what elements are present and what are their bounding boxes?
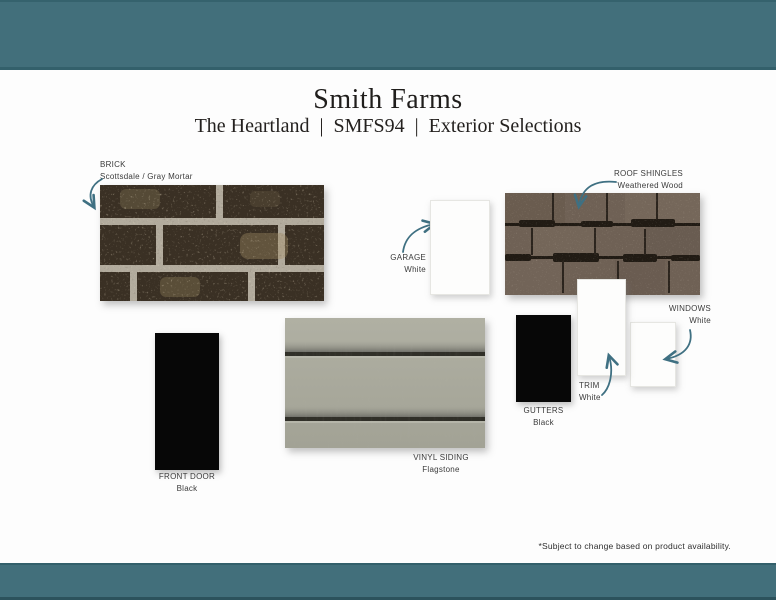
vinyl-siding-label-name: VINYL SIDING	[413, 453, 469, 462]
garage-swatch	[430, 200, 490, 295]
front-door-label-value: Black	[176, 483, 198, 493]
garage-label-name: GARAGE	[390, 253, 426, 262]
front-door-label-name: FRONT DOOR	[158, 472, 216, 481]
gutters-label-value: Black	[533, 417, 554, 427]
roof-shingles-label-value: Weathered Wood	[617, 180, 683, 190]
windows-label	[669, 303, 711, 326]
roof-shingles-label	[614, 168, 683, 191]
page-title: Smith Farms	[313, 84, 463, 115]
vinyl-siding-swatch	[285, 318, 485, 448]
brick-swatch	[100, 185, 324, 301]
front-door-swatch	[155, 333, 219, 470]
bottom-banner	[0, 563, 776, 600]
vinyl-siding-label	[391, 452, 491, 475]
gutters-label	[503, 405, 584, 428]
trim-arrow-icon	[593, 350, 621, 398]
top-banner	[0, 0, 776, 70]
brick-label	[100, 159, 193, 182]
availability-footnote: *Subject to change based on product availability.	[538, 541, 731, 551]
gutters-swatch	[516, 315, 571, 402]
roof-shingles-arrow-icon	[558, 178, 622, 218]
front-door-label	[137, 471, 237, 494]
roof-shingles-label-name: ROOF SHINGLES	[613, 169, 683, 178]
gutters-label-name: GUTTERS	[523, 406, 564, 415]
garage-label-value: White	[404, 264, 426, 274]
windows-label-name: WINDOWS	[668, 304, 711, 313]
page-subtitle: The Heartland | SMFS94 | Exterior Selections	[194, 115, 582, 137]
windows-label-value: White	[689, 315, 711, 325]
brick-label-name: BRICK	[100, 160, 126, 169]
trim-label-name: TRIM	[579, 381, 600, 390]
vinyl-siding-label-value: Flagstone	[422, 464, 460, 474]
brick-label-value: Scottsdale / Gray Mortar	[100, 171, 193, 181]
windows-arrow-icon	[658, 326, 696, 368]
trim-label-value: White	[579, 392, 601, 402]
